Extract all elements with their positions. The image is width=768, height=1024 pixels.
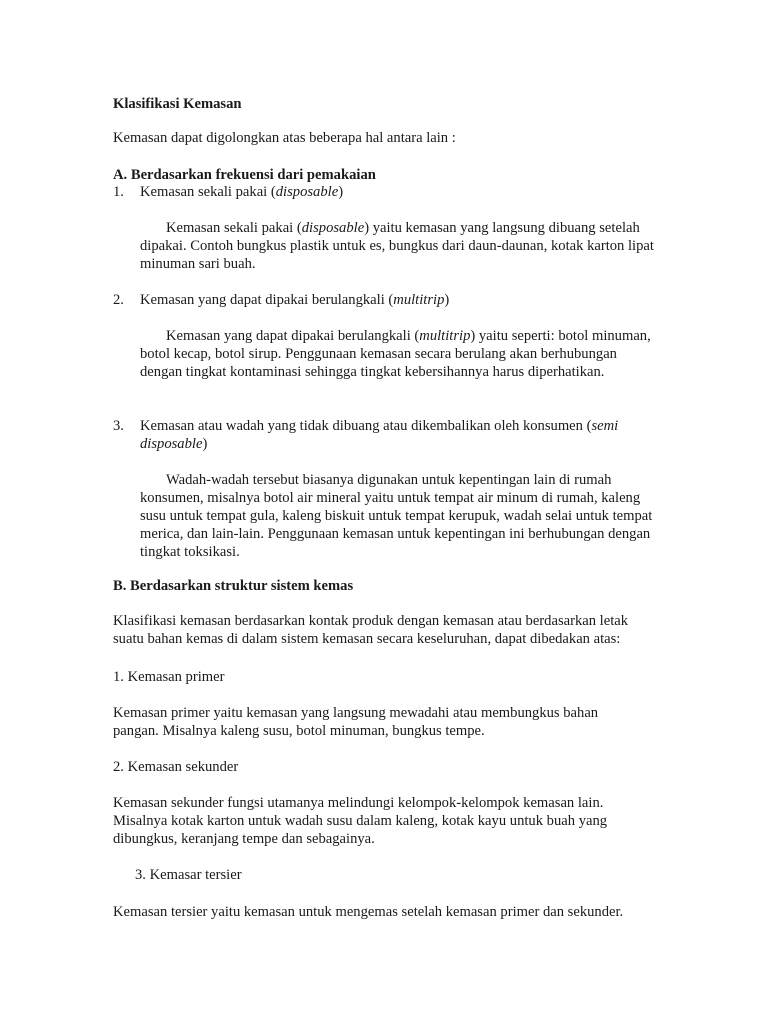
section-b-item-1-label: 1. Kemasan primer [113,669,225,685]
section-a-item-1 [0,183,768,201]
item-number: 2. [113,292,124,308]
section-a-item-2 [0,291,768,309]
item-label: Kemasan sekali pakai (disposable) [140,184,344,200]
section-b-item-3-paragraph: Kemasan tersier yaitu kemasan untuk mengemas setelah kemasan primer dan sekunder. [113,904,624,920]
document-title: Klasifikasi Kemasan [113,96,242,112]
item-label: Kemasan yang dapat dipakai berulangkali (multitrip) [140,292,450,308]
section-a-item-3-paragraph: Wadah-wadah tersebut biasanya digunakan untuk kepentingan lain di rumah konsumen, misalnya botol air mineral yaitu untuk tempat air minum di rumah, kaleng susu untuk tempat gula, kaleng biskuit untuk tempat kerupuk, wadah selai untuk tempat merica, dan lain-lain. Penggunaan kemasan untuk kepentingan ini berhubungan dengan tingkat toksikasi. [140,472,653,560]
section-b-item-3-label: 3. Kemasar tersier [135,867,242,883]
section-b-item-2-paragraph: Kemasan sekunder fungsi utamanya melindungi kelompok-kelompok kemasan lain. Misalnya kotak karton untuk wadah susu dalam kaleng, kotak kayu untuk buah yang dibungkus, keranjang tempe dan sebagainya. [113,795,608,847]
intro-text: Kemasan dapat digolongkan atas beberapa hal antara lain : [113,130,456,146]
section-a-heading: A. Berdasarkan frekuensi dari pemakaian [113,167,376,183]
section-a-item-2-paragraph: Kemasan yang dapat dipakai berulangkali (multitrip) yaitu seperti: botol minuman, botol kecap, botol sirup. Penggunaan kemasan secara berulang akan berhubungan dengan tingkat kontaminasi sehingga tingkat kebersihannya harus diperhatikan. [140,328,651,380]
section-b-heading: B. Berdasarkan struktur sistem kemas [113,578,354,594]
item-number: 1. [113,184,124,200]
item-number: 3. [113,418,124,434]
section-b-item-2-label: 2. Kemasan sekunder [113,759,239,775]
section-a-item-1-paragraph: Kemasan sekali pakai (disposable) yaitu kemasan yang langsung dibuang setelah dipakai. Contoh bungkus plastik untuk es, bungkus dari daun-daunan, kotak karton lipat minuman sari buah. [140,220,654,272]
section-b-item-1-paragraph: Kemasan primer yaitu kemasan yang langsung mewadahi atau membungkus bahan pangan. Misalnya kaleng susu, botol minuman, bungkus tempe. [113,705,599,739]
section-a-item-3 [0,417,768,453]
item-label: Kemasan atau wadah yang tidak dibuang atau dikembalikan oleh konsumen (semi disposable) [140,418,619,452]
section-b-intro: Klasifikasi kemasan berdasarkan kontak produk dengan kemasan atau berdasarkan letak suatu bahan kemas di dalam sistem kemasan secara keseluruhan, dapat dibedakan atas: [113,613,629,647]
